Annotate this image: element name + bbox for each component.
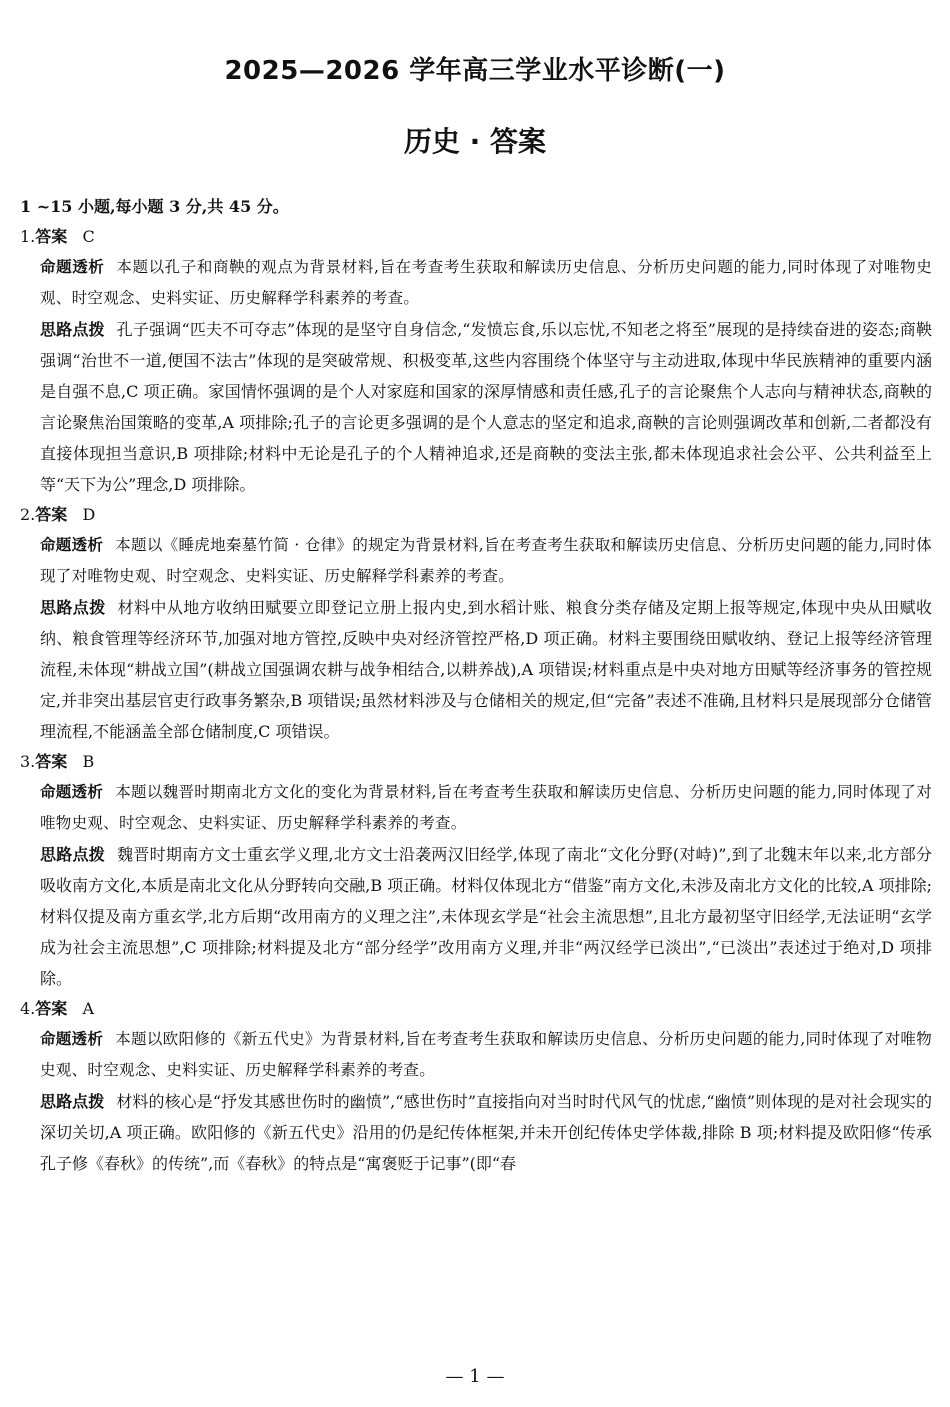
answer-value: D <box>82 505 96 524</box>
page-subtitle: 历史 · 答案 <box>403 125 547 158</box>
analysis-text: 本题以欧阳修的《新五代史》为背景材料,旨在考查考生获取和解读历史信息、分析历史问题的能力,同时体现了对唯物史观、时空观念、史料实证、历史解释学科素养的考查。 <box>40 1030 933 1079</box>
section-intro: 1 ~15 小题,每小题 3 分,共 45 分。 <box>20 197 289 216</box>
question-header <box>20 747 932 777</box>
analysis-text: 本题以《睡虎地秦墓竹简 · 仓律》的规定为背景材料,旨在考查考生获取和解读历史信息、分析历史问题的能力,同时体现了对唯物史观、时空观念、史料实证、历史解释学科素养的考查。 <box>40 536 932 585</box>
answer-label: 答案 <box>35 505 68 524</box>
analysis-paragraph <box>20 777 932 839</box>
hint-label: 思路点拨 <box>40 1092 105 1111</box>
page-number: — 1 — <box>445 1366 505 1387</box>
analysis-text: 本题以魏晋时期南北方文化的变化为背景材料,旨在考查考生获取和解读历史信息、分析历史问题的能力,同时体现了对唯物史观、时空观念、史料实证、历史解释学科素养的考查。 <box>40 783 933 832</box>
answer-label: 答案 <box>35 999 68 1018</box>
question-header <box>20 500 932 530</box>
page-title: 2025—2026 学年高三学业水平诊断(一) <box>224 56 726 86</box>
analysis-label: 命题透析 <box>40 536 104 554</box>
hint-paragraph <box>20 314 932 500</box>
hint-label: 思路点拨 <box>40 320 105 339</box>
hint-text: 材料中从地方收纳田赋要立即登记立册上报内史,到水稻计账、粮食分类存储及定期上报等规定,体现中央从田赋收纳、粮食管理等经济环节,加强对地方管控,反映中央对经济管控严格,D 项正确。材料主要围绕田赋收纳、登记上报等经济管理流程,未体现“耕战立国”(耕战立国强调农耕与战争相结合,以耕养战),A 项错误;材料重点是中央对地方田赋等经济事务的管控规定,并非突出基层官吏行政事务繁杂,B 项错误;虽然材料涉及与仓储相关的规定,但“完备”表述不准确,且材料只是展现部分仓储管理流程,不能涵盖全部仓储制度,C 项错误。 <box>40 598 932 741</box>
question-number: 4. <box>20 999 36 1018</box>
analysis-paragraph <box>20 530 932 592</box>
answer-value: B <box>82 752 95 771</box>
question-block <box>20 747 932 994</box>
answer-value: A <box>82 999 95 1018</box>
question-block <box>20 500 932 747</box>
hint-paragraph <box>20 1086 932 1179</box>
hint-text: 材料的核心是“抒发其感世伤时的幽愤”,“感世伤时”直接指向对当时时代风气的忧虑,“幽愤”则体现的是对社会现实的深切关切,A 项正确。欧阳修的《新五代史》沿用的仍是纪传体框架,并未开创纪传体史学体裁,排除 B 项;材料提及欧阳修“传承孔子修《春秋》的传统”,而《春秋》的特点是“寓褒贬于记事”(即“春 <box>40 1092 932 1173</box>
question-block <box>20 222 932 500</box>
answer-content <box>20 192 932 1179</box>
question-number: 1. <box>20 227 36 246</box>
hint-label: 思路点拨 <box>40 845 106 864</box>
question-number: 3. <box>20 752 36 771</box>
question-number: 2. <box>20 505 36 524</box>
answer-value: C <box>82 227 95 246</box>
hint-text: 孔子强调“匹夫不可夺志”体现的是坚守自身信念,“发愤忘食,乐以忘忧,不知老之将至”展现的是持续奋进的姿态;商鞅强调“治世不一道,便国不法古”体现的是突破常规、积极变革,这些内容围绕个体坚守与主动进取,体现中华民族精神的重要内涵是自强不息,C 项正确。家国情怀强调的是个人对家庭和国家的深厚情感和责任感,孔子的言论聚焦个人志向与精神状态,商鞅的言论聚焦治国策略的变革,A 项排除;孔子的言论更多强调的是个人意志的坚定和追求,商鞅的言论则强调改革和创新,二者都没有直接体现担当意识,B 项排除;材料中无论是孔子的个人精神追求,还是商鞅的变法主张,都未体现追求社会公平、公共利益至上等“天下为公”理念,D 项排除。 <box>40 320 932 494</box>
analysis-paragraph <box>20 252 932 314</box>
hint-paragraph <box>20 839 932 994</box>
question-header <box>20 994 932 1024</box>
hint-paragraph <box>20 592 932 747</box>
hint-label: 思路点拨 <box>40 598 106 617</box>
analysis-text: 本题以孔子和商鞅的观点为背景材料,旨在考查考生获取和解读历史信息、分析历史问题的能力,同时体现了对唯物史观、时空观念、史料实证、历史解释学科素养的考查。 <box>40 258 932 307</box>
hint-text: 魏晋时期南方文士重玄学义理,北方文士沿袭两汉旧经学,体现了南北“文化分野(对峙)”,到了北魏末年以来,北方部分吸收南方文化,本质是南北文化从分野转向交融,B 项正确。材料仅体现北方“借鉴”南方文化,未涉及南北方文化的比较,A 项排除;材料仅提及南方重玄学,北方后期“改用南方的义理之注”,未体现玄学是“社会主流思想”,且北方最初坚守旧经学,无法证明“玄学成为社会主流思想”,C 项排除;材料提及北方“部分经学”改用南方义理,并非“两汉经学已淡出”,“已淡出”表述过于绝对,D 项排除。 <box>40 845 932 988</box>
question-header <box>20 222 932 252</box>
analysis-label: 命题透析 <box>40 783 104 801</box>
analysis-paragraph <box>20 1024 932 1086</box>
question-block <box>20 994 932 1179</box>
answer-label: 答案 <box>35 752 68 771</box>
analysis-label: 命题透析 <box>40 1030 104 1048</box>
answer-label: 答案 <box>35 227 68 246</box>
analysis-label: 命题透析 <box>40 258 105 276</box>
